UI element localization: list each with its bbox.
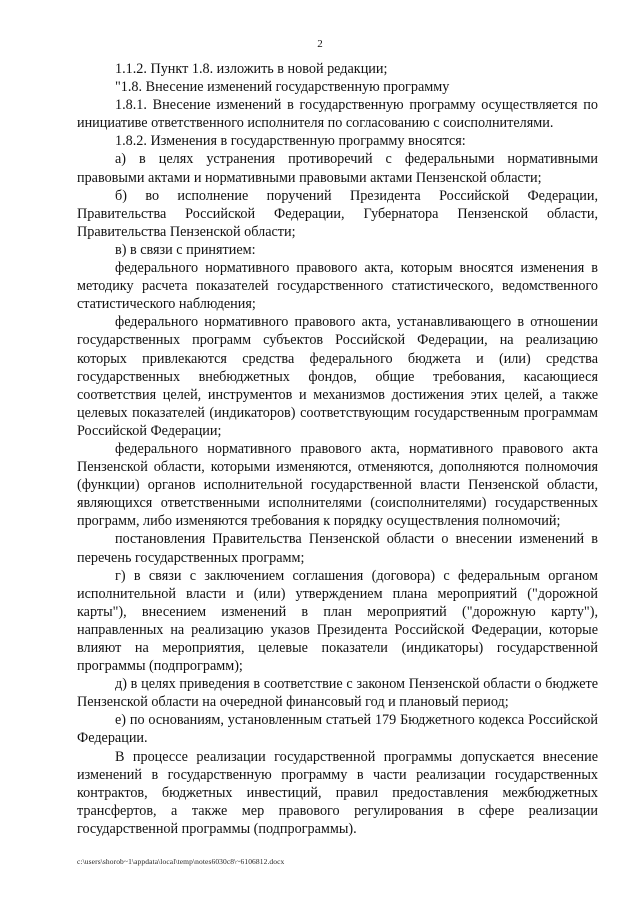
paragraph-1-8-2: 1.8.2. Изменения в государственную программу вносятся: [115, 133, 466, 150]
paragraph-1-8-heading: "1.8. Внесение изменений государственную программу [115, 79, 450, 96]
page-number: 2 [317, 38, 323, 50]
paragraph-item-v: в) в связи с принятием: [115, 241, 256, 258]
paragraph-federal-regional-act: федерального нормативного правового акта, нормативного правового акта Пензенской области, которыми изменяются, отменяются, дополняются полномочия (функции) органов исполнительной государственной власти Пензенской области, являющихся ответственными исполнителями (соисполнителями) государственных программ, либо изменяются требования к порядку осуществления полномочий; [77, 440, 598, 530]
paragraph-1-1-2: 1.1.2. Пункт 1.8. изложить в новой редакции; [115, 61, 388, 77]
paragraph-federal-act-requirements: федерального нормативного правового акта, устанавливающего в отношении государственных программ субъектов Российской Федерации, на реализацию которых привлекаются средства федерального бюджета и (или) средства государственных внебюджетных фондов, общие требования, касающиеся соответствия целей, инструментов и механизмов достижения этих целей, а также целевых показателей (индикаторов) соответствующим государственным программам Российской Федерации; [77, 314, 598, 439]
paragraph-1-8-1: 1.8.1. Внесение изменений в государственную программу осуществляется по инициативе ответственного исполнителя по согласованию с соисполнителями. [77, 97, 598, 132]
paragraph-item-b: б) во исполнение поручений Президента Российской Федерации, Правительства Российской Федерации, Губернатора Пензенской области, Правительства Пензенской области; [77, 187, 598, 240]
paragraph-implementation-changes: В процессе реализации государственной программы допускается внесение изменений в государственную программу в части реализации государственных контрактов, бюджетных инвестиций, правил предоставления межбюджетных трансфертов, а также мер правового регулирования в сфере реализации государственной программы (подпрограммы). [77, 748, 598, 837]
paragraph-government-resolution: постановления Правительства Пензенской области о внесении изменений в перечень государственных программ; [77, 531, 598, 566]
paragraph-item-e: е) по основаниям, установленным статьей 179 Бюджетного кодекса Российской Федерации. [77, 712, 598, 747]
footer-file-path: c:\users\shorob~1\appdata\local\temp\notes6030c8\~6106812.docx [77, 857, 285, 866]
document-body [77, 60, 598, 838]
paragraph-federal-act-methodology: федерального нормативного правового акта, которым вносятся изменения в методику расчета показателей государственного статистического, ведомственного статистического наблюдения; [77, 260, 598, 313]
paragraph-item-a: а) в целях устранения противоречий с федеральными нормативными правовыми актами и нормативными правовыми актами Пензенской области; [77, 151, 598, 186]
paragraph-item-d: д) в целях приведения в соответствие с законом Пензенской области о бюджете Пензенской области на очередной финансовый год и плановый период; [77, 676, 598, 711]
paragraph-item-g: г) в связи с заключением соглашения (договора) с федеральным органом исполнительной власти и (или) утверждением плана мероприятий ("дорожной карты"), внесением изменений в план мероприятий ("дорожную карту"), направленных на реализацию указов Президента Российской Федерации, которые влияют на мероприятия, целевые показатели (индикаторы) государственной программы (подпрограмм); [77, 567, 598, 675]
